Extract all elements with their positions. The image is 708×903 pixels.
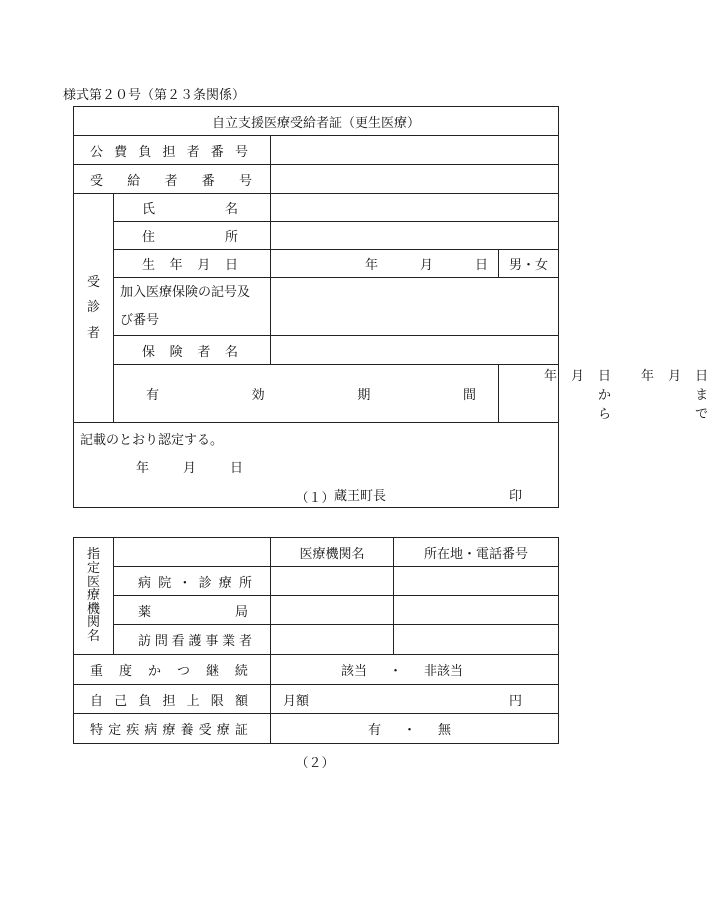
birth-field[interactable]: 年 月 日	[271, 250, 499, 278]
validity-label: 有 効 期 間	[114, 365, 499, 423]
institution-table	[73, 537, 559, 744]
birth-label: 生 年 月 日	[114, 250, 271, 278]
specific-disease-label: 特 定 疾 病 療 養 受 療 証	[74, 714, 271, 744]
page-label-2: （２）	[295, 756, 335, 771]
pharmacy-name-field[interactable]	[271, 596, 394, 625]
certify-text: 記載のとおり認定する。	[80, 433, 224, 448]
nursing-label: 訪 問 看 護 事 業 者	[114, 625, 271, 655]
nursing-address-field[interactable]	[394, 625, 559, 655]
specific-disease-field[interactable]: 有 ・ 無	[271, 714, 559, 744]
page-label-1: （１）	[295, 491, 335, 506]
pharmacy-label: 薬 局	[114, 596, 271, 625]
certificate-table	[73, 106, 708, 508]
name-label: 氏 名	[114, 194, 271, 222]
sex-field[interactable]: 男・女	[499, 250, 559, 278]
severe-label: 重 度 か つ 継 続	[74, 655, 271, 685]
nursing-name-field[interactable]	[271, 625, 394, 655]
address-label: 住 所	[114, 222, 271, 250]
seal-mark: 印	[509, 489, 523, 504]
insurance-field[interactable]	[271, 278, 559, 336]
certificate-title: 自立支援医療受給者証（更生医療）	[74, 107, 559, 136]
form-number: 様式第２０号（第２３条関係）	[63, 88, 246, 103]
recipient-number-label: 受 給 者 番 号	[74, 165, 271, 194]
copay-field[interactable]: 月額 円	[271, 685, 559, 714]
validity-field[interactable]: 年 月 日から 年 月 日まで	[499, 365, 559, 423]
pharmacy-address-field[interactable]	[394, 596, 559, 625]
address-field[interactable]	[271, 222, 559, 250]
hospital-label: 病 院 ・ 診 療 所	[114, 567, 271, 596]
col-institution-name: 医療機関名	[271, 538, 394, 567]
col-address-phone: 所在地・電話番号	[394, 538, 559, 567]
header-blank	[114, 538, 271, 567]
insurer-label: 保 険 者 名	[114, 336, 271, 365]
certify-date: 年 月 日	[136, 461, 244, 476]
institution-group-label: 指 定 医 療 機 関 名	[74, 538, 114, 655]
recipient-number-field[interactable]	[271, 165, 559, 194]
hospital-address-field[interactable]	[394, 567, 559, 596]
hospital-name-field[interactable]	[271, 567, 394, 596]
issuer-name: 蔵王町長	[334, 489, 387, 504]
payer-number-label: 公 費 負 担 者 番 号	[74, 136, 271, 165]
copay-label: 自 己 負 担 上 限 額	[74, 685, 271, 714]
name-field[interactable]	[271, 194, 559, 222]
patient-group-label: 受 診 者	[74, 194, 114, 423]
severe-field[interactable]: 該当 ・ 非該当	[271, 655, 559, 685]
insurer-field[interactable]	[271, 336, 559, 365]
insurance-label: 加入医療保険の記号及 び番号	[114, 278, 271, 336]
payer-number-field[interactable]	[271, 136, 559, 165]
